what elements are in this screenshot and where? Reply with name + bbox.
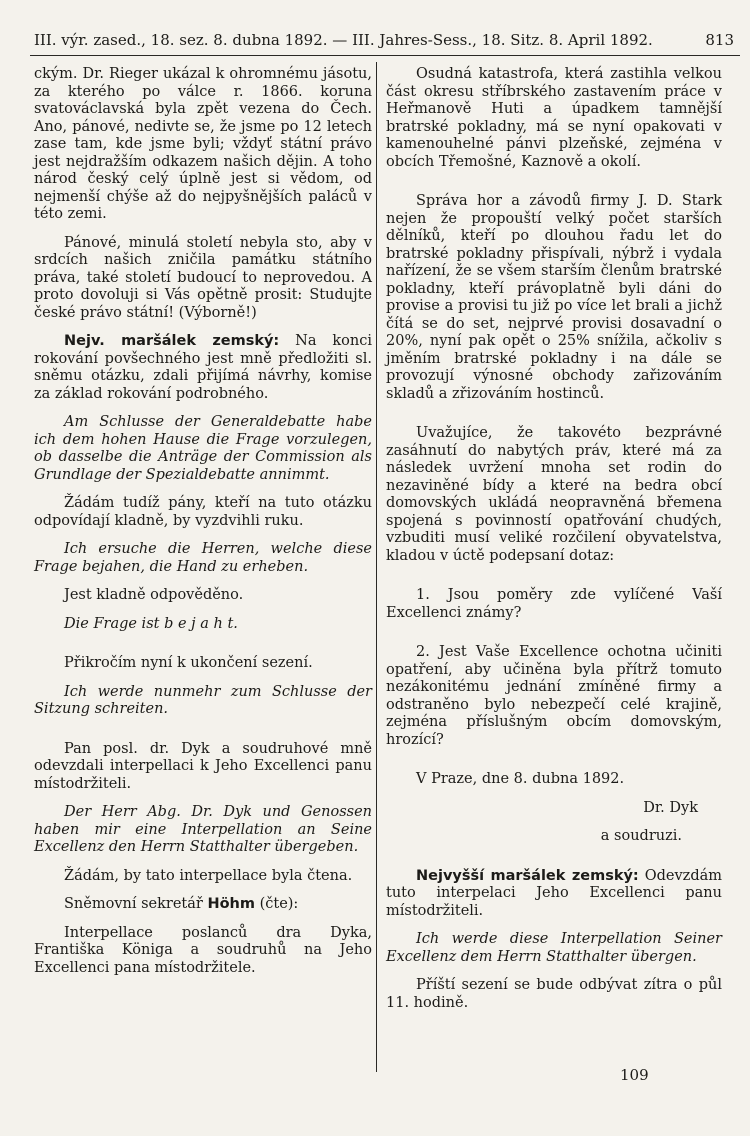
paragraph — [34, 333, 372, 403]
paragraph: ckým. Dr. Rieger ukázal k ohromnému jásotu, za kterého po válce r. 1866. koruna svatováclavská byla zpět vezena do Čech. Ano, pánové, nedivte se, že jsme po 12 letech zase tam, kde jsme byli; vždyť státní právo jest nejdražším odkazem našich dějin. A toho národ český celý úplně jest si vědom, od nejmenší chýše až do nejpyšnějších paláců v této zemi. — [34, 66, 372, 222]
paragraph-german: Am Schlusse der Generaldebatte habe ich dem hohen Hause die Frage vorzulegen, ob dasselbe die Anträge der Commission als Grundlage der Spezialdebatte annimmt. — [34, 414, 372, 483]
right-column — [386, 66, 722, 1023]
signature: a soudruzi. — [600, 828, 682, 844]
signature: Dr. Dyk — [643, 799, 698, 816]
paragraph: Osudná katastrofa, která zastihla velkou část okresu stříbrského zastavením práce v Heřmanově Huti a úpadkem tamnější bratrské pokladny, má se nyní opakovati v kamenouhelné pánvi plzeňské, zejména v obcích Třemošné, Kaznově a okolí. — [386, 66, 722, 170]
speaker-role: Sněmovní sekretář — [64, 896, 208, 912]
speaker-name: Nejv. maršálek zemský: — [64, 333, 280, 349]
paragraph: Pánové, minulá století nebyla sto, aby v srdcích našich zničila památku státního práva, také století budoucí to neprovedou. A proto dovoluji si Vás opětně prosit: Studujte české právo státní! (Výborně!) — [34, 234, 372, 321]
question: 1. Jsou poměry zde vylíčené Vaší Excellenci známy? — [386, 587, 722, 621]
paragraph: Příští sezení se bude odbývat zítra o půl 11. hodině. — [386, 977, 722, 1011]
speech-text: Na konci rokování povšechného jest mně předložiti sl. sněmu otázku, zdali přijímá návrhy, komise za základ rokování podrobného. — [34, 333, 372, 402]
paragraph: Jest kladně odpověděno. — [64, 587, 244, 603]
header-rule — [30, 55, 740, 56]
paragraph-german: Ich werde nunmehr zum Schlusse der Sitzung schreiten. — [34, 683, 372, 717]
paragraph — [34, 896, 372, 914]
paragraph: Přikročím nyní k ukončení sezení. — [64, 655, 313, 671]
paragraph — [386, 868, 722, 921]
paragraph: Uvažujíce, že takovéto bezprávné zasáhnutí do nabytých práv, které má za následek uvržení mnoha set rodin do nezaviněné bídy a které na bedra obcí domovských ukládá neopravněná břemena spojená s povinností opatřování chudých, vzbuditi musí veliké rozčilení obyvatelstva, kladou v úctě podepsaní dotaz: — [386, 425, 722, 564]
speech-text: (čte): — [254, 896, 299, 912]
paragraph-german: Die Frage ist b e j a h t. — [64, 615, 238, 632]
left-column — [34, 66, 372, 988]
question: 2. Jest Vaše Excellence ochotna učiniti opatření, aby učiněna byla přítrž tomuto nezákonitému jednání zmíněné firmy a odstraněno bylo nebezpečí celé krajině, zejména příslušným obcím domovským, hrozící? — [386, 644, 722, 748]
column-divider — [376, 62, 377, 1072]
paragraph: Žádám, by tato interpellace byla čtena. — [64, 867, 353, 884]
running-header — [34, 30, 734, 50]
paragraph-german: Der Herr Abg. Dr. Dyk und Genossen haben mir eine Interpellation an Seine Excellenz den Herrn Statthalter übergeben. — [34, 804, 372, 855]
paragraph: Pan posl. dr. Dyk a soudruhové mně odevzdali interpellaci k Jeho Excellenci panu místodržiteli. — [34, 740, 372, 792]
page-number: 813 — [705, 31, 734, 49]
speaker-name: Höhm — [207, 896, 255, 912]
speaker-name: Nejvyšší maršálek zemský: — [416, 867, 639, 884]
paragraph-german: Ich werde diese Interpellation Seiner Excellenz dem Herrn Statthalter übergen. — [386, 931, 722, 965]
speech-text: Odevzdám tuto interpelaci Jeho Excellenci panu místodržiteli. — [386, 867, 722, 919]
paragraph-german: Ich ersuche die Herren, welche diese Frage bejahen, die Hand zu erheben. — [34, 541, 372, 575]
date-line: V Praze, dne 8. dubna 1892. — [416, 771, 625, 787]
paragraph: Interpellace poslanců dra Dyka, Františka Königa a soudruhů na Jeho Excellenci pana místodržitele. — [34, 924, 372, 976]
paragraph: Žádám tudíž pány, kteří na tuto otázku odpovídají kladně, by vyzdvihli ruku. — [34, 495, 372, 529]
paragraph: Správa hor a závodů firmy J. D. Stark nejen že propouští velký počet starších dělníků, kteří po dlouhou řadu let do bratrské pokladny přispívali, nýbrž i vydala nařízení, že se všem starším členům bratrské pokladny, kteří právoplatně byli dáni do provise a provisi tu již po více let brali a jichž čítá se do set, nejprvé provisi dosavadní o 20%, nyní pak opět o 25% snížila, ačkoliv s jměním bratrské pokladny i na dále se provozují výnosné obchody zařizováním skladů a zřizováním hostinců. — [386, 193, 722, 402]
header-title: III. výr. zased., 18. sez. 8. dubna 1892. — III. Jahres-Sess., 18. Sitz. 8. April 1892. — [34, 31, 653, 49]
footer-number: 109 — [620, 1066, 649, 1084]
